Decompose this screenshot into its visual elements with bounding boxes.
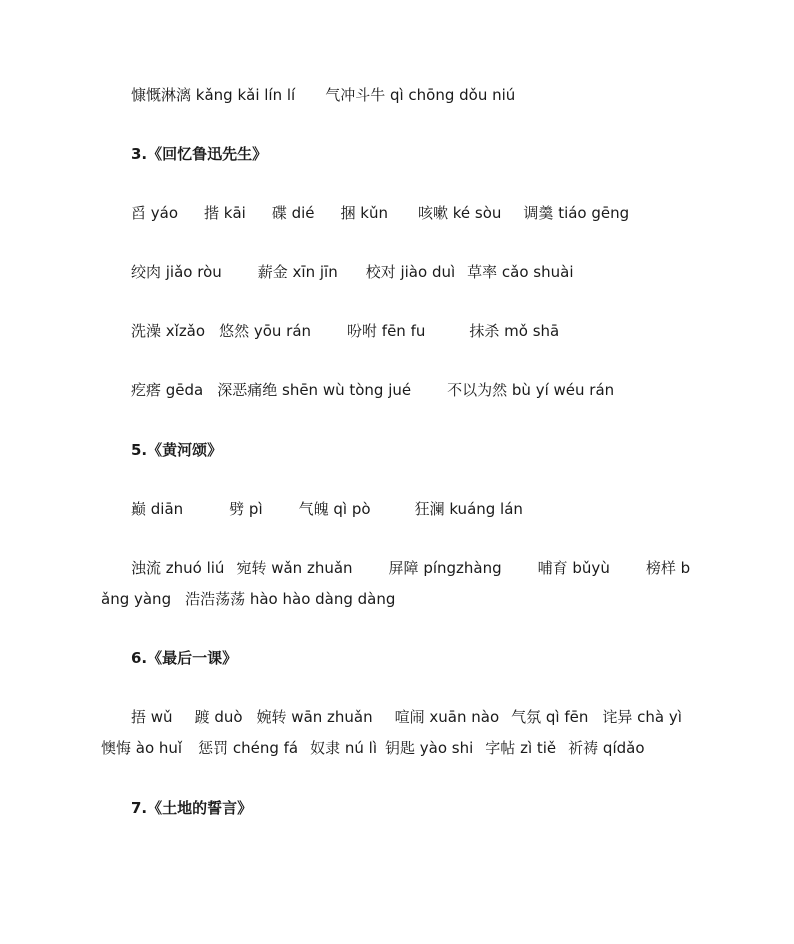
vocab-item: 薪金 xīn jīn (257, 263, 338, 281)
vocab-item: 钥匙 yào shi (385, 739, 474, 757)
vocab-item: 舀 yáo (131, 204, 179, 222)
vocab-item: 奴隶 nú lì (310, 739, 378, 757)
vocab-row (131, 558, 690, 578)
vocab-item: 踱 duò (194, 708, 243, 726)
vocab-item: 洗澡 xǐzǎo (131, 322, 206, 340)
vocab-item: 揩 kāi (204, 204, 246, 222)
vocab-item: 屏障 píngzhàng (388, 559, 502, 577)
vocab-item: 字帖 zì tiě (485, 739, 557, 757)
vocab-item: 捆 kǔn (340, 204, 388, 222)
vocab-item: 慷慨淋漓 kǎng kǎi lín lí (131, 86, 296, 104)
vocab-item: 榜样 b (645, 559, 691, 577)
vocab-item: 浊流 zhuó liú (131, 559, 225, 577)
vocab-item: 懊悔 ào huǐ (101, 739, 183, 757)
vocab-item: 哺育 bǔyù (537, 559, 610, 577)
vocab-item: 宛转 wǎn zhuǎn (236, 559, 353, 577)
vocab-item: 碟 dié (271, 204, 315, 222)
vocab-row (131, 499, 523, 519)
vocab-item: 气冲斗牛 qì chōng dǒu niú (325, 86, 516, 104)
vocab-item: 疙瘩 gēda (131, 381, 204, 399)
vocab-item: 咳嗽 ké sòu (418, 204, 502, 222)
vocab-item: 吩咐 fēn fu (347, 322, 426, 340)
vocab-item: 惩罚 chéng fá (198, 739, 299, 757)
vocab-item: 气氛 qì fēn (511, 708, 589, 726)
vocab-item: 狂澜 kuáng lán (414, 500, 523, 518)
vocab-item: 浩浩荡荡 hào hào dàng dàng (185, 590, 396, 608)
vocab-row (131, 380, 614, 400)
vocab-item: 巅 diān (131, 500, 184, 518)
vocab-item: 捂 wǔ (131, 708, 173, 726)
vocab-item: 气魄 qì pò (298, 500, 371, 518)
vocab-item: 调羹 tiáo gēng (523, 204, 630, 222)
vocab-item: 不以为然 bù yí wéu rán (447, 381, 615, 399)
vocab-item: 喧闹 xuān nào (394, 708, 500, 726)
vocab-row (131, 203, 629, 223)
vocab-row (101, 738, 645, 758)
section-heading: 7.《土地的誓言》 (131, 799, 253, 817)
section-heading: 6.《最后一课》 (131, 649, 238, 667)
vocab-item: 祈祷 qídǎo (568, 739, 645, 757)
vocab-row (131, 85, 515, 105)
vocab-item: ǎng yàng (101, 590, 172, 608)
vocab-item: 诧异 chà yì (602, 708, 682, 726)
vocab-item: 劈 pì (229, 500, 263, 518)
section-heading: 5.《黄河颂》 (131, 441, 223, 459)
vocab-item: 校对 jiào duì (365, 263, 456, 281)
section-heading: 3.《回忆鲁迅先生》 (131, 145, 268, 163)
vocab-item: 深恶痛绝 shēn wù tòng jué (217, 381, 412, 399)
vocab-row (101, 589, 395, 609)
vocab-item: 抹杀 mǒ shā (469, 322, 560, 340)
vocab-row (131, 262, 573, 282)
vocab-item: 绞肉 jiǎo ròu (131, 263, 222, 281)
vocab-item: 婉转 wān zhuǎn (256, 708, 373, 726)
vocab-row (131, 707, 682, 727)
vocab-item: 悠然 yōu rán (219, 322, 312, 340)
vocab-row (131, 321, 559, 341)
vocab-item: 草率 cǎo shuài (467, 263, 574, 281)
